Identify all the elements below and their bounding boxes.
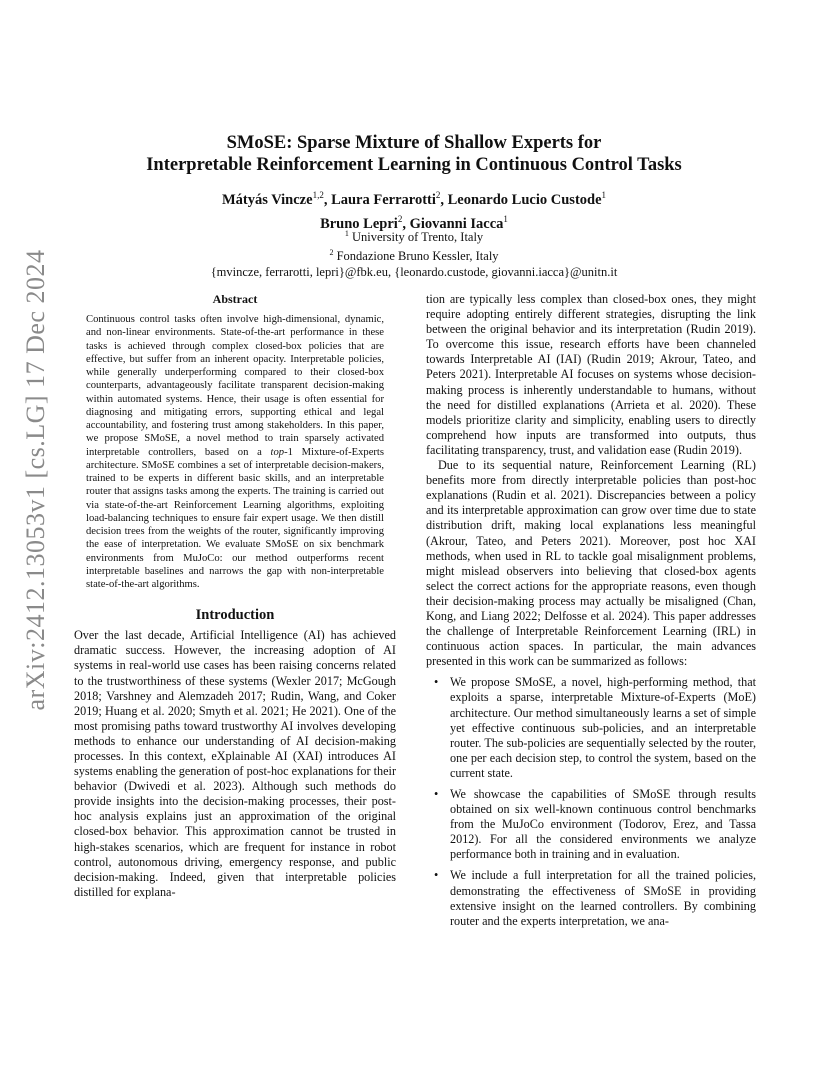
- right-column: [426, 292, 756, 935]
- bullet-icon: •: [434, 675, 439, 690]
- affiliation-2: $^2$ Fondazione Bruno Kessler, Italy: [329, 248, 499, 264]
- affiliations: [74, 226, 754, 280]
- author-affil-mark: 1,2: [312, 190, 324, 200]
- author-affil-mark: 1: [503, 213, 508, 224]
- author-affil-mark: 1: [601, 190, 607, 200]
- author-name: Bruno Lepri: [320, 215, 398, 232]
- list-item: • We showcase the capabilities of SMoSE through results obtained on six well-known continuous control benchmarks from the MuJoCo environment (Todorov, Erez, and Tassa 2012). For all the considered environments we analyze performance both in training and in evaluation.: [434, 787, 756, 862]
- author-line-2: Bruno Lepri$^2$, Giovanni Iacca$^1$: [320, 213, 508, 232]
- author-name: Leonardo Lucio Custode: [447, 191, 602, 208]
- arxiv-id: arXiv:2412.13053v1 [cs.LG] 17 Dec 2024: [21, 249, 50, 711]
- list-item: • We propose SMoSE, a novel, high-performing method, that exploits a sparse, interpretable Mixture-of-Experts (MoE) architecture. Our method simultaneously learns a set of simple yet effective continuous sub-policies, and an interpretable router. The sub-policies are sequentially selected by the router, one per each decision step, to control the system, based on the current state.: [434, 675, 756, 780]
- author-affil-mark: 2: [435, 190, 441, 200]
- bullet-icon: •: [434, 787, 439, 801]
- author-affil-mark: 2: [397, 213, 403, 224]
- introduction-paragraph-1-continued: tion are typically less complex than closed-box ones, they might require adopting entirely different strategies, disrupting the link between the original behavior and its interpretation (Rudin 2019). To overcome this issue, research efforts have been channeled towards Interpretable AI (IAI) (Rudin 2019; Akrour, Tateo, and Peters 2021). Interpretable AI focuses on systems whose decision-making process is inherently understandable to humans, without the need for distilled explanations (Arrieta et al. 2020). These models prioritize clarity and simplicity, enabling users to directly comprehend how inputs are transformed into outputs, thus facilitating transparency, trust, and validation ease (Rudin 2019).: [426, 292, 756, 457]
- introduction-paragraph-2: Due to its sequential nature, Reinforcement Learning (RL) benefits more from directly interpretable policies than post-hoc explanations (Rudin et al. 2021). Discrepancies between a policy and its interpretable approximation can grow over time due to state distribution drift, making local explanations less meaningful (Akrour, Tateo, and Peters 2021). Moreover, post hoc XAI methods, when used in RL to tackle goal misalignment problems, might mislead observers into believing that closed-box agents select the correct actions for the appropriate reasons, even though their decision-making process may actually be misaligned (Chan, Kong, and Liang 2022; Delfosse et al. 2024). This paper addresses the challenge of Interpretable Reinforcement Learning (IRL) in continuous action spaces. In particular, the main advances presented in this work can be summarized as follows:: [426, 458, 756, 669]
- paper-title: [74, 132, 754, 176]
- arxiv-stamp: [4, 180, 68, 780]
- left-column: [74, 292, 396, 900]
- abstract-text: Continuous control tasks often involve high-dimensional, dynamic, and non-linear environments. State-of-the-art performance in these tasks is achieved through complex closed-box policies that are effective, but suffer from an inherent opacity. Interpretable policies, while generally underperforming compared to their closed-box counterparts, advantageously facilitate transparent decision-making within automated systems. Hence, their usage is often essential for diagnosing and mitigating errors, supporting ethical and legal accountability, and fostering trust among stakeholders. In this paper, we propose SMoSE, a novel method to train sparsely activated interpretable controllers, based on a top-1 Mixture-of-Experts architecture. SMoSE combines a set of interpretable decision-makers, trained to be experts in different basic skills, and an interpretable router that assigns tasks among the experts. The training is carried out via state-of-the-art Reinforcement Learning algorithms, exploiting load-balancing techniques to ensure fair expert usage. We then distill decision trees from the weights of the router, significantly improving the ease of interpretation. We evaluate SMoSE on six benchmark environments from MuJoCo: our method outperforms recent interpretable baselines and narrows the gap with non-interpretable state-of-the-art algorithms.: [86, 314, 384, 590]
- bullet-icon: •: [434, 868, 439, 883]
- introduction-paragraph-1: Over the last decade, Artificial Intelligence (AI) has achieved dramatic success. However, the increasing adoption of AI systems in real-world use cases has been raising concerns related to the trustworthiness of these systems (Wexler 2017; McGough 2018; Varshney and Alemzadeh 2017; Rudin, Wang, and Coker 2019; Huang et al. 2020; Smyth et al. 2021; He 2021). One of the most promising paths toward trustworthy AI involves developing methods to enhance our understanding of AI decision-making processes. In this context, eXplainable AI (XAI) introduces AI systems enabling the generation of post-hoc explanations for their behavior (Dwivedi et al. 2023). Although such methods do provide insights into the decision-making processes, their post-hoc analysis explains just an approximation of the original closed-box behavior. This approximation cannot be trusted in high-stakes scenarios, which are frequent for instance in robot control, autonomous driving, emergency response, and public decision-making. Indeed, given that interpretable policies distilled for explana-: [74, 628, 396, 899]
- affiliation-1: $^1$ University of Trento, Italy: [344, 229, 484, 245]
- abstract-heading: Abstract: [212, 292, 258, 306]
- author-name: Laura Ferrarotti: [331, 191, 436, 208]
- author-name: Giovanni Iacca: [409, 215, 504, 232]
- list-item: • We include a full interpretation for all the trained policies, demonstrating the effectiveness of SMoSE in providing extensive insight on the learned controllers. By combining router and the experts interpretation, we ana-: [434, 868, 756, 928]
- author-line-1: Mátyás Vincze$^{1,2}$, Laura Ferrarotti$^2$, Leonardo Lucio Custode$^1$: [221, 190, 607, 208]
- introduction-heading: Introduction: [195, 607, 275, 624]
- contributions-list: [426, 675, 756, 929]
- title-line-2: Interpretable Reinforcement Learning in Continuous Control Tasks: [146, 155, 682, 175]
- title-line-1: SMoSE: Sparse Mixture of Shallow Experts for: [226, 133, 602, 153]
- author-name: Mátyás Vincze: [221, 191, 313, 208]
- author-emails: {mvincze, ferrarotti, lepri}@fbk.eu, {leonardo.custode, giovanni.iacca}@unitn.it: [210, 265, 618, 280]
